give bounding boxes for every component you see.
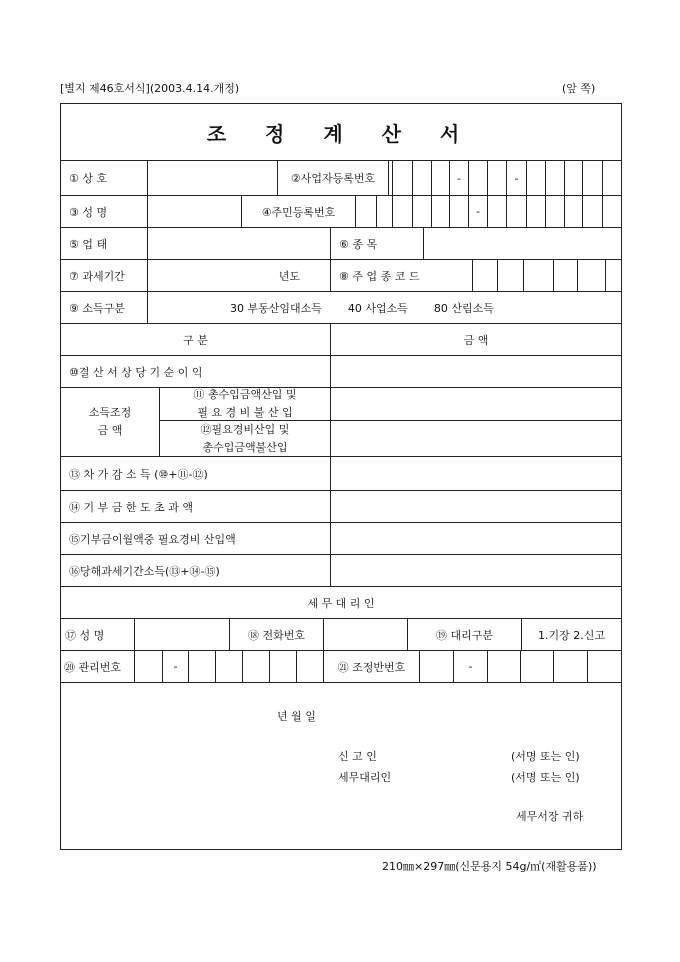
amount-item-16[interactable] — [330, 554, 622, 587]
label-name: ③ 성 명 — [60, 195, 148, 228]
reporter-signature[interactable]: (서명 또는 인) — [511, 750, 580, 763]
business-reg-no-digit-box[interactable] — [545, 160, 565, 196]
business-reg-no-digit-box[interactable] — [468, 160, 488, 196]
page-side: (앞 쪽) — [562, 82, 596, 95]
business-reg-no-digit-box[interactable] — [412, 160, 432, 196]
tax-agent-section-title: 세 무 대 리 인 — [60, 586, 622, 619]
label-agent-name: ⑰ 성 명 — [60, 618, 135, 651]
label-mgmt-no: ⑳ 관리번호 — [60, 650, 135, 683]
label-item-15: ⑮기부금이월액중 필요경비 산입액 — [60, 522, 331, 555]
date-line: 년 월 일 — [277, 710, 316, 723]
dash-separator: - — [457, 171, 461, 185]
label-item-13: ⑬ 차 가 감 소 득 (⑩+⑪-⑫) — [60, 456, 331, 491]
agent-name-field[interactable] — [134, 618, 230, 651]
mgmt-no-digit-box[interactable] — [296, 650, 324, 683]
industry-code-digit-box[interactable] — [605, 259, 622, 292]
industry-code-digit-box[interactable] — [553, 259, 578, 292]
label-industry-code: ⑧ 주 업 종 코 드 — [330, 259, 473, 292]
mgmt-no-digit-box[interactable] — [215, 650, 243, 683]
name-field[interactable] — [147, 195, 242, 228]
business-reg-no-digit-box[interactable] — [431, 160, 450, 196]
team-no-digit-box[interactable] — [487, 650, 521, 683]
resident-reg-no-digit-box[interactable] — [564, 195, 583, 228]
agent-type-value[interactable]: 1.기장 2.신고 — [521, 618, 622, 651]
industry-code-digit-box[interactable] — [577, 259, 606, 292]
resident-reg-no-digit-box[interactable] — [392, 195, 413, 228]
label-business-item: ⑥ 종 목 — [330, 227, 424, 260]
business-reg-no-digit-box[interactable] — [487, 160, 507, 196]
resident-reg-no-digit-box[interactable] — [468, 195, 488, 228]
business-reg-no-digit-box[interactable] — [506, 160, 527, 196]
team-no-digit-box[interactable] — [587, 650, 622, 683]
resident-reg-no-digit-box[interactable] — [376, 195, 393, 228]
amount-item-14[interactable] — [330, 490, 622, 523]
label-item-16: ⑯당해과세기간소득(⑬+⑭-⑮) — [60, 554, 331, 587]
resident-reg-no-digit-box[interactable] — [506, 195, 527, 228]
amount-item-12[interactable] — [330, 420, 622, 457]
i12-line1: ⑫필요경비산입 및 — [200, 422, 290, 436]
i12-line2: 총수입금액불산입 — [202, 440, 288, 454]
option-business-income[interactable]: 40 사업소득 — [347, 301, 408, 315]
team-no-digit-box[interactable] — [453, 650, 488, 683]
label-trade-name: ① 상 호 — [60, 160, 148, 196]
option-real-estate-rental[interactable]: 30 부동산임대소득 — [230, 301, 322, 315]
year-suffix: 년도 — [278, 269, 300, 283]
i11-line1: ⑪ 총수입금액산입 및 — [193, 388, 297, 401]
resident-reg-no-digit-box[interactable] — [487, 195, 507, 228]
agent-phone-field[interactable] — [323, 618, 408, 651]
agent-signature[interactable]: (서명 또는 인) — [511, 771, 580, 784]
label-business-reg-no: ②사업자등록번호 — [277, 160, 389, 196]
label-net-income: ⑩결 산 서 상 당 기 순 이 익 — [60, 355, 331, 388]
business-reg-no-digit-box[interactable] — [582, 160, 603, 196]
mgmt-no-digit-box[interactable] — [134, 650, 163, 683]
label-team-no: ㉑ 조정반번호 — [323, 650, 420, 683]
amount-item-11[interactable] — [330, 387, 622, 421]
resident-reg-no-digit-box[interactable] — [431, 195, 450, 228]
col-header-category: 구 분 — [60, 323, 331, 356]
form-number: [별지 제46호서식](2003.4.14.개정) — [60, 82, 240, 95]
trade-name-field[interactable] — [147, 160, 278, 196]
business-type-field[interactable] — [147, 227, 331, 260]
label-income-adjustment — [60, 387, 160, 457]
amount-item-13[interactable] — [330, 456, 622, 491]
business-reg-no-digit-box[interactable] — [602, 160, 622, 196]
adj-line1: 소득조정 — [88, 406, 132, 419]
i11-line2: 필 요 경 비 불 산 입 — [197, 406, 293, 419]
option-forestry-income[interactable]: 80 산림소득 — [433, 301, 494, 315]
team-no-digit-box[interactable] — [553, 650, 588, 683]
mgmt-no-digit-box[interactable] — [242, 650, 270, 683]
resident-reg-no-digit-box[interactable] — [412, 195, 432, 228]
resident-reg-no-digit-box[interactable] — [545, 195, 565, 228]
resident-reg-no-digit-box[interactable] — [355, 195, 377, 228]
resident-reg-no-digit-box[interactable] — [602, 195, 622, 228]
label-income-type: ⑨ 소득구분 — [60, 291, 148, 324]
business-reg-no-digit-box[interactable] — [449, 160, 469, 196]
col-header-amount: 금 액 — [330, 323, 622, 356]
label-item-14: ⑭ 기 부 금 한 도 초 과 액 — [60, 490, 331, 523]
dash-separator: - — [476, 205, 480, 218]
industry-code-digit-box[interactable] — [497, 259, 524, 292]
team-no-digit-box[interactable] — [520, 650, 554, 683]
dash-separator: - — [514, 171, 519, 185]
resident-reg-no-digit-box[interactable] — [449, 195, 469, 228]
business-reg-no-digit-box[interactable] — [564, 160, 583, 196]
label-item-12 — [159, 420, 331, 457]
industry-code-digit-box[interactable] — [523, 259, 554, 292]
income-type-options — [147, 291, 622, 324]
label-agent-phone: ⑱ 전화번호 — [229, 618, 324, 651]
label-business-type: ⑤ 업 태 — [60, 227, 148, 260]
label-tax-period: ⑦ 과세기간 — [60, 259, 148, 292]
form-title: 조 정 계 산 서 — [60, 103, 622, 161]
industry-code-digit-box[interactable] — [472, 259, 498, 292]
business-reg-no-digit-box[interactable] — [392, 160, 413, 196]
resident-reg-no-digit-box[interactable] — [526, 195, 546, 228]
business-item-field[interactable] — [423, 227, 622, 260]
amount-item-15[interactable] — [330, 522, 622, 555]
label-reporter: 신 고 인 — [338, 750, 377, 763]
mgmt-no-digit-box[interactable] — [188, 650, 216, 683]
business-reg-no-digit-box[interactable] — [526, 160, 546, 196]
dash-separator: - — [173, 660, 178, 673]
team-no-digit-box[interactable] — [419, 650, 454, 683]
label-resident-reg-no: ④주민등록번호 — [241, 195, 356, 228]
amount-net-income[interactable] — [330, 355, 622, 388]
mgmt-no-digit-box[interactable] — [162, 650, 189, 683]
adj-line2: 금 액 — [97, 424, 123, 437]
addressee: 세무서장 귀하 — [516, 810, 584, 823]
resident-reg-no-digit-box[interactable] — [582, 195, 603, 228]
paper-spec: 210㎜×297㎜(신문용지 54g/㎡(재활용품)) — [382, 860, 597, 873]
dash-separator: - — [468, 660, 473, 673]
tax-period-field[interactable] — [147, 259, 331, 292]
label-agent-type: ⑲ 대리구분 — [407, 618, 522, 651]
label-item-11 — [159, 387, 331, 421]
mgmt-no-digit-box[interactable] — [269, 650, 297, 683]
label-tax-agent: 세무대리인 — [338, 771, 392, 784]
